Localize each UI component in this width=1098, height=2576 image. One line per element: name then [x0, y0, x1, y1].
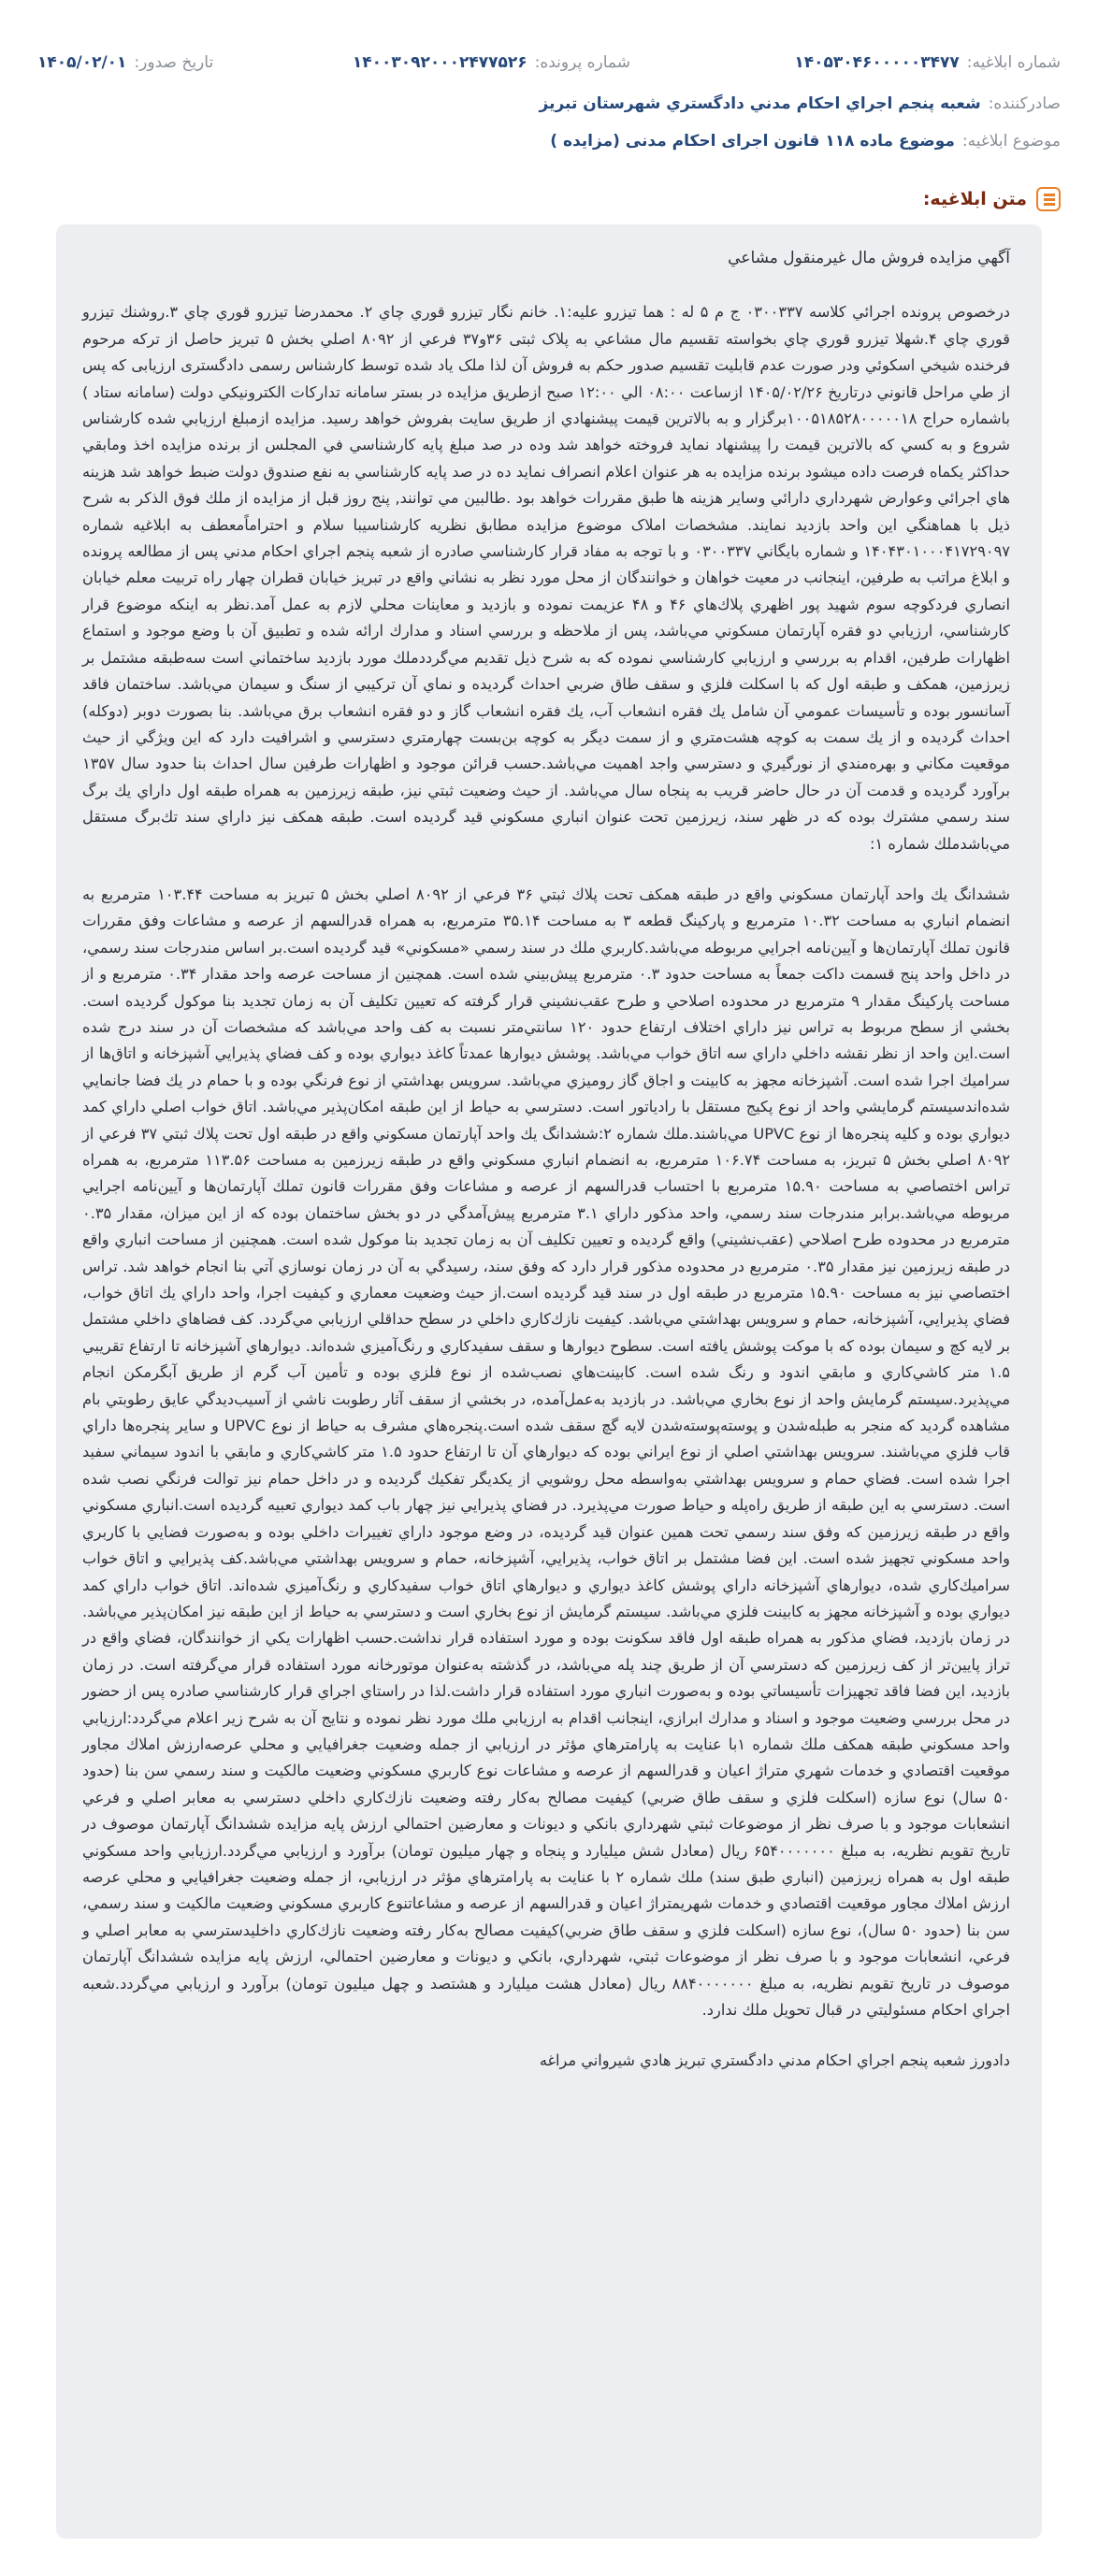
notice-paragraph-1: درخصوص پرونده اجرائي كلاسه ۰۳۰۰۳۳۷ ج م ۵ له : هما تيزرو عليه:۱. خانم نگار تيزرو قوري چاي ۲. محمدرضا تيزرو قوري چاي ۳.روشنك تيزرو قوري چاي ۴.شهلا تيزرو قوري چاي بخواسته تقسيم مال مشاعي به پلاک ثبتی ۳۶و۳۷ فرعي از ۸۰۹۲ اصلي بخش ۵ تبريز حاصل از تركه مرحوم فرخنده شيخي اسكوئي ودر صورت عدم قابليت تقسيم صدور حكم به فروش آن لذا ملک یاد شده توسط کارشناس رسمی دادگستری ارزیابی كه پس از طي مراحل قانوني درتاريخ ۱۴۰۵/۰۲/۲۶ ازساعت ۰۸:۰۰ الي ۱۲:۰۰ صبح ازطريق مزايده در بستر سامانه تداركات الكترونيكي دولت (سامانه ستاد ) باشماره حراج ۱۰۰۵۱۸۵۲۸۰۰۰۰۰۱۸برگزار و به بالاترين قيمت پيشنهادي از طريق سايت بفروش خواهد رسيد. مزايده ازمبلغ ارزيابي شده كارشناس شروع و به كسي كه بالاترين قيمت را پيشنهاد نمايد فروخته خواهد شد وده در صد مبلغ پايه كارشناسي في المجلس از برنده مزايده اخذ ومابقي حداكثر يكماه فرصت داده ميشود برنده مزايده به هر عنوان اعلام انصراف نمايد ده در صد پايه كارشناسي به نفع صندوق دولت ضبط خواهد شد هزينه هاي اجرائي وعوارض شهرداري دارائي وساير هزينه ها طبق مقررات خواهد بود .طالبين مي توانند, پنج روز قبل از مزايده از ملك فوق الذكر به شرح ذيل با هماهنگي اين واحد بازديد نمايند. مشخصات املاک موضوع مزايده مطابق نظريه كارشناسيبا سلام و احتراماًمعطف به ابلاغيه شماره ۱۴۰۴۳۰۱۰۰۰۴۱۷۲۹۰۹۷ و شماره بايگاني ۰۳۰۰۳۳۷ و با توجه به مفاد قرار كارشناسي صادره از شعبه پنجم اجراي احكام مدني پس از مطالعه پرونده و ابلاغ مراتب به طرفين، اينجانب در معيت خواهان و خوانندگان از محل مورد نظر به نشاني واقع در تبريز خيابان قطران چهار راه تربيت معلم خيابان انصاري فردكوچه سوم شهيد پور اظهري پلاك‌هاي ۴۶ و ۴۸ عزيمت نموده و بازديد و معاينات محلي لازم به عمل آمد.نظر به اينكه موضوع قرار كارشناسي، ارزيابي دو فقره آپارتمان مسكوني مي‌باشد، پس از ملاحظه و بررسي اسناد و مدارك ارائه شده و تطبيق آن با وضع موجود و استماع اظهارات طرفين، اقدام به بررسي و ارزيابي كارشناسي نموده كه به شرح ذيل تقديم مي‌گرددملك مورد بازديد ساختماني است سه‌طبقه مشتمل بر زيرزمين، همكف و طبقه اول كه با اسكلت فلزي و سقف طاق ضربي احداث گرديده و نماي آن تركيبي از سنگ و سيمان مي‌باشد. ساختمان فاقد آسانسور بوده و تأسيسات عمومي آن شامل يك فقره انشعاب آب، يك فقره انشعاب گاز و دو فقره انشعاب برق مي‌باشد. بنا بصورت دوبر (دوكله) احداث گرديده و از يك سمت به كوچه هشت‌متري و از سمت ديگر به كوچه بن‌بست چهارمتري دسترسي و اشرافيت دارد كه اين ويژگي از حيث موقعيت مكاني و بهره‌مندي از نورگيري و دسترسي واجد اهميت مي‌باشد.حسب قرائن موجود و اظهارات طرفين سال احداث بنا حدود سال ۱۳۵۷ برآورد گرديده و قدمت آن در حال حاضر قريب به پنجاه سال مي‌باشد. از حيث وضعيت ثبتي نيز، طبقه زيرزمين به همراه طبقه اول داراي يك برگ سند رسمي مشترك بوده كه در ظهر سند، زيرزمين تحت عنوان انباري مسكوني قيد گرديده است. طبقه همكف نيز داراي سند تك‌برگ مستقل مي‌باشدملك شماره ۱:: [82, 303, 1011, 853]
issue-date: تاریخ صدور: ۱۴۰۵/۰۲/۰۱: [37, 53, 214, 72]
notice-signature: دادورز شعبه پنجم اجراي احكام مدني دادگستري تبريز هادي شيرواني مراغه: [539, 2051, 1010, 2070]
document-icon: [1036, 187, 1061, 211]
notice-meta-row: [37, 49, 1061, 77]
subject-row: موضوع ابلاغیه: موضوع ماده ۱۱۸ قانون اجرای احکام مدنی (مزایده ): [550, 132, 1061, 151]
notice-title: آگهي مزايده فروش مال غيرمنقول مشاعي: [728, 249, 1010, 267]
issuer-row: صادرکننده: شعبه پنجم اجراي احكام مدني دادگستري شهرستان تبريز: [539, 94, 1061, 113]
notice-number: شماره ابلاغیه: ۱۴۰۵۳۰۴۶۰۰۰۰۰۳۴۷۷: [794, 53, 1061, 72]
notice-paragraph-2: ششدانگ يك واحد آپارتمان مسكوني واقع در طبقه همكف تحت پلاك ثبتي ۳۶ فرعي از ۸۰۹۲ اصلي بخش ۵ تبريز به مساحت ۱۰۳.۴۴ مترمربع به انضمام انباري به مساحت ۱۰.۳۲ مترمربع و پاركينگ قطعه ۳ به مساحت ۳۵.۱۴ مترمربع، به همراه قدرالسهم از عرصه و مشاعات وفق مقررات قانون تملك آپارتمان‌ها و آيين‌نامه اجرايي مربوطه مي‌باشد.كاربري ملك در سند رسمي «مسكوني» قيد گرديده است.بر اساس مندرجات سند رسمي، در داخل واحد پنج قسمت داكت جمعاً به مساحت حدود ۰.۳ مترمربع پيش‌بيني شده است. همچنين از مساحت عرصه واحد مقدار ۰.۳۴ مترمربع و از مساحت پاركينگ مقدار ۹ مترمربع در محدوده اصلاحي و طرح عقب‌نشيني قرار گرفته كه تعيين تكليف آن به زمان تجديد بنا موكول گرديده است. بخشي از سطح مربوط به تراس نيز داراي اختلاف ارتفاع حدود ۱۲۰ سانتي‌متر نسبت به كف واحد مي‌باشد كه مشخصات آن در سند درج شده است.اين واحد از نظر نقشه داخلي داراي سه اتاق خواب مي‌باشد. پوشش ديوارها عمدتاً كاغذ ديواري بوده و كف فضاي پذيرايي آشپزخانه و اتاق‌ها از سراميك اجرا شده است. آشپزخانه مجهز به كابينت و اجاق گاز روميزي مي‌باشد. سرويس بهداشتي از نوع فرنگي بوده و با حمام در يك فضا جانمايي شده‌اندسيستم گرمايشي واحد از نوع پكيج مستقل با رادياتور است. دسترسي به حياط از اين طبقه امكان‌پذير مي‌باشد. اتاق خواب اصلي داراي كمد ديواري بوده و كليه پنجره‌ها از نوع UPVC مي‌باشند.ملك شماره ۲:ششدانگ يك واحد آپارتمان مسكوني واقع در طبقه اول تحت پلاك ثبتي ۳۷ فرعي از ۸۰۹۲ اصلي بخش ۵ تبريز، به مساحت ۱۰۶.۷۴ مترمربع، به انضمام انباري مسكوني واقع در طبقه زيرزمين به مساحت ۱۱۳.۵۶ مترمربع، به همراه تراس اختصاصي به مساحت ۱۵.۹۰ مترمربع با احتساب قدرالسهم از عرصه و مشاعات وفق مقررات قانون تملك آپارتمان‌ها و آيين‌نامه اجرايي مربوطه مي‌باشد.برابر مندرجات سند رسمي، واحد مذكور داراي ۳.۱ مترمربع پيش‌آمدگي در دو بخش ساختمان بوده كه از اين ميزان، مقدار ۰.۳۵ مترمربع در محدوده طرح اصلاحي (عقب‌نشيني) واقع گرديده و تعيين تكليف آن به زمان تجديد بنا موكول شده است. همچنين از مساحت انباري واقع در طبقه زيرزمين نيز مقدار ۰.۳۵ مترمربع در محدوده مذكور قرار دارد كه وفق سند، رسيدگي به آن در زمان نوسازي آتي بنا انجام خواهد شد. تراس اختصاصي نيز به مساحت ۱۵.۹۰ مترمربع در طبقه اول در سند قيد گرديده است.از حيث وضعيت معماري و كيفيت اجرا، واحد داراي يك اتاق خواب، فضاي پذيرايي، آشپزخانه، حمام و سرويس بهداشتي مي‌باشد. كيفيت نازك‌كاري داخلي در سطح حداقلي ارزيابي مي‌گردد. كف فضاهاي داخلي مشتمل بر لايه كچ و سيمان بوده كه با موكت پوشش يافته است. سطوح ديوارها و سقف سفيدكاري و رنگ‌آميزي شده‌اند. ديوارهاي آشپزخانه تا ارتفاع تقريبي ۱.۵ متر كاشي‌كاري و مابقي اندود و رنگ شده است. كابينت‌هاي نصب‌شده از نوع فلزي بوده و تأمين آب گرم از طريق آبگرمكن انجام مي‌پذيرد.سيستم گرمايش واحد از نوع بخاري مي‌باشد. در بازديد به‌عمل‌آمده، در بخشي از سقف آثار رطوبت ناشي از آسيب‌ديدگي عايق رطوبتي بام مشاهده گرديد كه منجر به طبله‌شدن و پوسته‌پوسته‌شدن لايه گچ سقف شده است.پنجره‌هاي مشرف به حياط از نوع UPVC و ساير پنجره‌ها داراي قاب فلزي مي‌باشند. سرويس بهداشتي اصلي از نوع ايراني بوده كه ديوارهاي آن تا ارتفاع حدود ۱.۵ متر كاشي‌كاري و مابقي با اندود سيماني سفيد اجرا شده است. فضاي حمام و سرويس بهداشتي به‌واسطه محل روشويي از يكديگر تفكيك گرديده و در داخل حمام نيز توالت فرنگي نصب شده است. دسترسي به اين طبقه از طريق راه‌پله و حياط صورت مي‌پذيرد. در فضاي پذيرايي نيز چهار باب كمد ديواري تعبيه گرديده است.انباري مسكوني واقع در طبقه زيرزمين كه وفق سند رسمي تحت همين عنوان قيد گرديده، در وضع موجود داراي تغييرات داخلي بوده و به‌صورت فضايي با كاربري واحد مسكوني تجهيز شده است. اين فضا مشتمل بر اتاق خواب، پذيرايي، آشپزخانه، حمام و سرويس بهداشتي مي‌باشد.كف پذيرايي و اتاق خواب سراميك‌كاري شده، ديوارهاي آشپزخانه داراي پوشش كاغذ ديواري و ديوارهاي اتاق خواب سفيدكاري و رنگ‌آميزي شده‌اند. اتاق خواب داراي كمد ديواري بوده و آشپزخانه مجهز به كابينت فلزي مي‌باشد. سيستم گرمايش از نوع بخاري است و دسترسي به حياط از اين طبقه نيز امكان‌پذير مي‌باشد. در زمان بازديد، فضاي مذكور به همراه طبقه اول فاقد سكونت بوده و مورد استفاده قرار نداشت.حسب اظهارات يكي از خوانندگان، فضاي واقع در تراز پايين‌تر از كف زيرزمين كه دسترسي آن از طريق چند پله مي‌باشد، در گذشته به‌عنوان موتورخانه مورد استفاده قرار مي‌گرفته است. در زمان بازديد، اين فضا فاقد تجهيزات تأسيساتي بوده و به‌صورت انباري مورد استفاده قرار داشت.لذا در راستاي اجراي قرار كارشناسي صادره پس از حضور در محل بررسي وضعيت موجود و اسناد و مدارك ابرازي، اينجانب اقدام به ارزيابي ملك مورد نظر نموده و نتايج آن به شرح زير اعلام مي‌گردد:ارزيابي واحد مسكوني طبقه همكف ملك شماره ۱با عنايت به پارامترهاي مؤثر در ارزيابي از جمله وضعيت جغرافيايي و محلي عرصه‌ارزش املاك مجاور موقعيت اقتصادي و خدمات شهري متراژ اعيان و قدرالسهم از عرصه و مشاعات نوع كاربري مسكوني وضعيت مالكيت و سند رسمي سن بنا (حدود ۵۰ سال) نوع سازه (اسكلت فلزي و سقف طاق ضربي) كيفيت مصالح به‌كار رفته وضعيت نازك‌كاري داخلي دسترسي به معابر اصلي و فرعي انشعابات موجود و با صرف نظر از موضوعات ثبتي شهرداري بانكي و ديونات و معارضين احتمالي ارزش پايه مزايده ششدانگ آپارتمان موصوف در تاريخ تقويم نظريه، به مبلغ ۶۵۴۰۰۰۰۰۰۰ ريال (معادل شش ميليارد و پنجاه و چهار ميليون تومان) برآورد و ارزيابي مي‌گردد.ارزيابي واحد مسكوني طبقه اول به همراه زيرزمين (انباري طبق سند) ملك شماره ۲ با عنايت به پارامترهاي مؤثر در ارزيابي، از جمله وضعيت جغرافيايي و محلي عرصه ارزش املاك مجاور موقعيت اقتصادي و خدمات شهريمتراژ اعيان و قدرالسهم از عرصه و مشاعاتنوع كاربري مسكوني وضعيت مالكيت و سند رسمي، سن بنا (حدود ۵۰ سال)، نوع سازه (اسكلت فلزي و سقف طاق ضربي)كيفيت مصالح به‌كار رفته وضعيت نازك‌كاري داخليدسترسي به معابر اصلي و فرعي، انشعابات موجود و با صرف نظر از موضوعات ثبتي، شهرداري، بانكي و ديونات و معارضين احتمالي، ارزش پايه مزايده ششدانگ آپارتمان موصوف در تاريخ تقويم نظريه، به مبلغ ۸۸۴۰۰۰۰۰۰۰ ريال (معادل هشت ميليارد و هشتصد و چهل ميليون تومان) برآورد و ارزيابي مي‌گردد.شعبه اجراي احكام مسئوليتي در قبال تحويل ملك ندارد.: [82, 885, 1011, 2019]
notice-text-box: [56, 224, 1042, 2539]
notice-text-header: متن ابلاغیه:: [923, 183, 1061, 215]
case-number: شماره پرونده: ۱۴۰۰۳۰۹۲۰۰۰۲۴۷۷۵۲۶: [352, 53, 630, 72]
